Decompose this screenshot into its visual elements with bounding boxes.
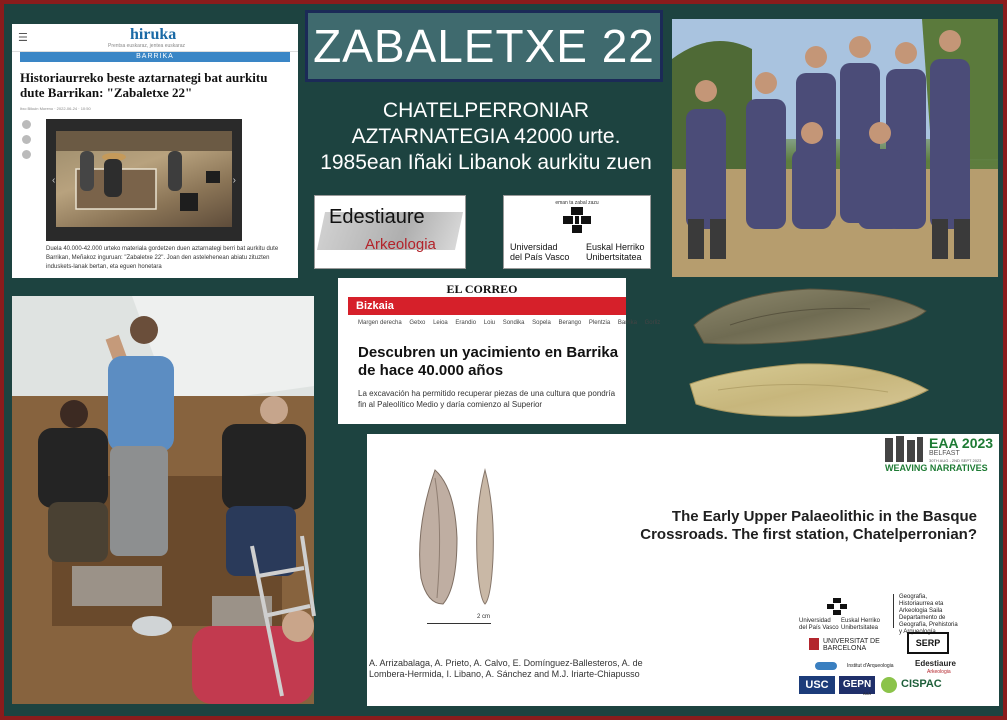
stone-tool-image-1 <box>690 285 930 351</box>
hiruka-headline: Historiaurreko beste aztarnategi bat aurkitu dute Barrikan: "Zabaletxe 22" <box>20 70 268 100</box>
whatsapp-icon[interactable] <box>22 150 31 159</box>
hiruka-tagline: Prentsa euskaraz, jentea euskaraz <box>108 43 185 49</box>
correo-nav-item[interactable]: Getxo <box>409 320 426 326</box>
hiruka-article <box>12 24 298 278</box>
upv-name-eu <box>586 242 645 262</box>
hiruka-photo <box>46 119 242 241</box>
upv-small-emblem-icon <box>825 598 849 616</box>
correo-nav-item[interactable]: Plentzia <box>588 320 611 326</box>
geo-line: Geografia, <box>899 594 928 600</box>
gepn-logo: GEPN <box>839 676 875 694</box>
subtitle-line-1: CHATELPERRONIAR <box>382 99 590 122</box>
upv-eu-line-2: Unibertsitatea <box>586 252 642 262</box>
edestiaure-small-logo: Edestiaure <box>915 659 956 668</box>
serp-logo: SERP <box>907 632 949 654</box>
scale-label: 2 cm <box>477 614 491 620</box>
eaa-city: BELFAST <box>929 450 960 457</box>
geo-line: Departamento de <box>899 615 946 621</box>
geo-line: Historiaurrea eta <box>899 601 944 607</box>
geo-line: Geografía, Prehistoria <box>899 622 958 628</box>
edestiaure-sub: Arkeologia <box>365 236 436 253</box>
edestiaure-name: Edestiaure <box>329 206 425 228</box>
geography-dept-logo <box>899 594 958 636</box>
upv-small-eu <box>841 618 880 632</box>
correo-section-bar[interactable]: Bizkaia <box>348 297 626 315</box>
paper-authors: A. Arrizabalaga, A. Prieto, A. Calvo, E. Domínguez-Ballesteros, A. de Lombera-Hermida, I. Libano, A. Sánchez and M.J. Iriarte-Chiapusso <box>369 658 643 679</box>
hiruka-logo[interactable]: hiruka <box>130 26 177 43</box>
hiruka-byline: Itxo Bikuin Moreno · 2022-06-24 · 10:50 <box>20 106 91 111</box>
upv-small-line: Unibertsitatea <box>841 625 879 631</box>
stone-tool-image-2 <box>688 360 932 420</box>
paper-title-line-1: The Early Upper Palaeolithic in the Basque <box>671 508 977 525</box>
subtitle-line-2: AZTARNATEGIA 42000 urte. <box>351 125 621 148</box>
ub-line: UNIVERSITAT DE <box>823 638 880 645</box>
edestiaure-logo <box>314 195 466 269</box>
cispac-logo: CISPAC <box>901 678 942 690</box>
iaub-logo-icon <box>815 662 837 670</box>
correo-nav-item[interactable]: Sopela <box>532 320 551 326</box>
upv-name-es <box>510 242 569 262</box>
el-correo-logo[interactable]: EL CORREO <box>446 282 518 296</box>
upv-es-line-2: del País Vasco <box>510 252 570 262</box>
upv-logo <box>503 195 651 269</box>
geo-line: Arkeologia Saila <box>899 608 943 614</box>
geo-line: y Arqueología <box>899 629 936 635</box>
hiruka-section[interactable]: BARRIKA <box>20 52 290 62</box>
upv-es-line-1: Universidad <box>510 242 558 252</box>
usc-logo: USC <box>799 676 835 694</box>
upv-motto: eman ta zabal zazu <box>555 200 599 206</box>
facebook-icon[interactable] <box>22 120 31 129</box>
correo-nav-item[interactable]: Gorliz <box>644 320 661 326</box>
excavation-scene-image <box>56 131 232 227</box>
twitter-icon[interactable] <box>22 135 31 144</box>
upv-emblem-icon <box>561 207 593 235</box>
poster-title: ZABALETXE 22 <box>305 10 663 82</box>
ub-shield-icon <box>809 638 819 650</box>
upv-small-line: Euskal Herriko <box>841 618 881 624</box>
excavation-photo <box>12 296 314 704</box>
aaa-label: AAA <box>863 691 872 696</box>
share-icons <box>22 120 31 165</box>
el-correo-article <box>338 278 661 424</box>
hiruka-header <box>12 24 298 52</box>
correo-headline[interactable]: Descubren un yacimiento en Barrika de hace 40.000 años <box>358 344 619 379</box>
poster-subtitle <box>296 98 676 176</box>
correo-nav-item[interactable]: Loiu <box>483 320 496 326</box>
upv-eu-line-1: Euskal Herriko <box>586 242 645 252</box>
paper-title-line-2: Crossroads. The first station, Chatelperronian? <box>640 526 977 543</box>
eaa-subtitle: WEAVING NARRATIVES <box>885 463 988 473</box>
cispac-icon <box>881 677 897 693</box>
correo-nav-item[interactable]: Leioa <box>433 320 448 326</box>
eaa-title: EAA 2023 <box>929 435 994 451</box>
gallery-next-icon[interactable]: › <box>232 175 236 186</box>
correo-nav <box>358 320 666 326</box>
upv-small-line: Universidad <box>799 618 831 624</box>
ub-line: BARCELONA <box>823 645 867 652</box>
eaa-conference-slide <box>367 434 999 706</box>
subtitle-line-3: 1985ean Iñaki Libanok aurkitu zuen <box>320 151 652 174</box>
team-photo <box>672 19 998 277</box>
upv-small-line: del País Vasco <box>799 625 839 631</box>
iaub-logo: Institut d'Arqueologia <box>847 663 894 669</box>
logo-divider <box>893 594 894 628</box>
correo-description: La excavación ha permitido recuperar piezas de una cultura que pondría fin al Paleolítico Medio y daría comienzo al Superior <box>358 389 616 409</box>
correo-nav-item[interactable]: Sondika <box>502 320 525 326</box>
paper-title <box>557 508 977 544</box>
correo-nav-item[interactable]: Berango <box>558 320 582 326</box>
hamburger-menu-icon[interactable]: ☰ <box>18 32 28 44</box>
blade-tool-front-image <box>413 468 461 608</box>
ub-logo <box>823 638 880 652</box>
scale-bar <box>427 620 491 624</box>
correo-nav-item[interactable]: Barrika <box>617 320 637 326</box>
upv-small-es <box>799 618 839 632</box>
gallery-prev-icon[interactable]: ‹ <box>52 175 56 186</box>
blade-tool-side-image <box>473 468 497 608</box>
edestiaure-small-sub: Arkeologia <box>927 669 951 675</box>
hiruka-body: Duela 40.000-42.000 urteko materiala gordetzen duen aztarnategi berri bat aurkitu dute Barrikan, Meñakoz inguruan: "Zabaletxe 22". Joan den astelehenean abiatu zituzten induskets-lanak bertan, eta eguen honetara <box>46 246 279 270</box>
correo-nav-item[interactable]: Margen derecha <box>358 320 402 326</box>
correo-nav-item[interactable]: Erandio <box>455 320 477 326</box>
eaa-dates: 30TH AUG - 2ND SEPT 2023 <box>929 458 982 463</box>
